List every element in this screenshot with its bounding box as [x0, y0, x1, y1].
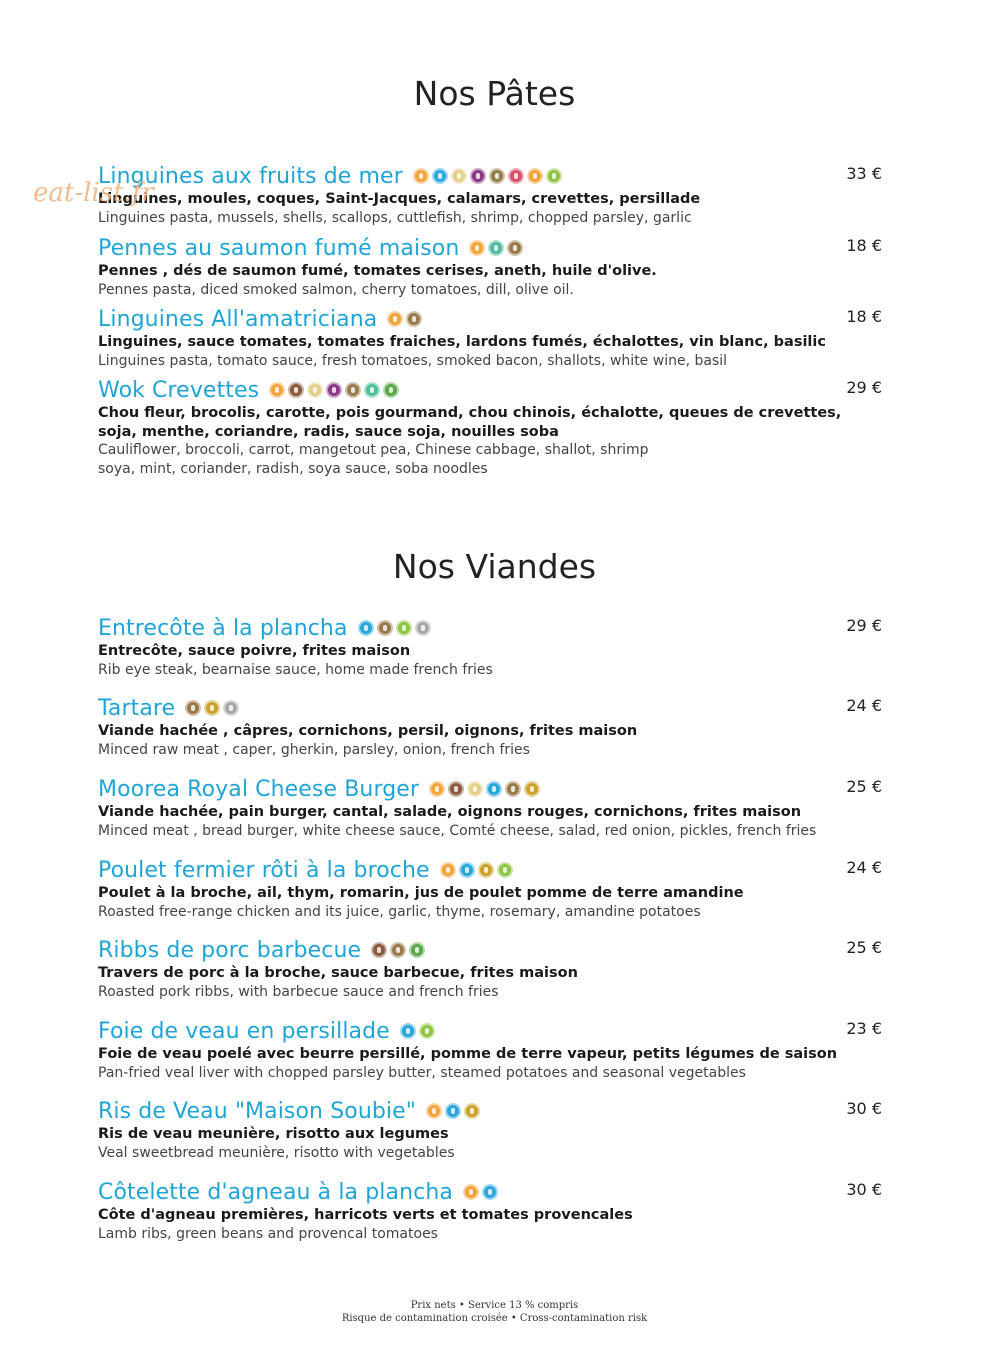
allergen-icon [185, 700, 201, 716]
dish-description-fr: Pennes , dés de saumon fumé, tomates cerises, aneth, huile d'olive. [98, 263, 657, 279]
dish-description-en: Rib eye steak, bearnaise sauce, home made french fries [98, 661, 493, 678]
dish [98, 775, 888, 840]
allergen-icon [469, 240, 485, 256]
dish-header [98, 376, 888, 404]
allergen-icon [463, 1184, 479, 1200]
allergen-icon [467, 781, 483, 797]
allergen-icons [358, 620, 431, 636]
allergen-icons [371, 942, 425, 958]
allergen-icons [387, 311, 422, 327]
allergen-icon [505, 781, 521, 797]
dish [98, 376, 888, 478]
dish-description-fr: Foie de veau poelé avec beurre persillé, pomme de terre vapeur, petits légumes de saison [98, 1046, 838, 1062]
dish-description-fr: Chou fleur, brocolis, carotte, pois gourmand, chou chinois, échalotte, queues de crevettes, [98, 405, 842, 421]
watermark: eat-list.fr [33, 178, 154, 208]
dish [98, 856, 888, 921]
dish-description-en: Pan-fried veal liver with chopped parsley butter, steamed potatoes and seasonal vegetables [98, 1064, 746, 1081]
dish-name: Poulet fermier rôti à la broche [98, 857, 430, 883]
dish-description-en: Veal sweetbread meunière, risotto with vegetables [98, 1144, 455, 1161]
dish-description-en: Lamb ribs, green beans and provencal tomatoes [98, 1225, 438, 1242]
allergen-icon [440, 862, 456, 878]
dish-price: 18 € [846, 307, 882, 326]
allergen-icon [371, 942, 387, 958]
dish-name: Pennes au saumon fumé maison [98, 235, 460, 261]
allergen-icon [345, 382, 361, 398]
dish-price: 24 € [846, 696, 882, 715]
allergen-icon [415, 620, 431, 636]
dish-price: 24 € [846, 858, 882, 877]
dish-price: 18 € [846, 236, 882, 255]
dish-description-fr: Ris de veau meunière, risotto aux legumes [98, 1126, 449, 1142]
dish-name: Moorea Royal Cheese Burger [98, 776, 420, 802]
dish-price: 30 € [846, 1099, 882, 1118]
dish-description-fr: Entrecôte, sauce poivre, frites maison [98, 643, 411, 659]
allergen-icons [426, 1103, 480, 1119]
allergen-icons [440, 862, 513, 878]
dish-header [98, 775, 888, 803]
allergen-icon [396, 620, 412, 636]
allergen-icon [406, 311, 422, 327]
dish-price: 29 € [846, 378, 882, 397]
allergen-icon [464, 1103, 480, 1119]
allergen-icon [364, 382, 380, 398]
allergen-icon [387, 311, 403, 327]
dish-description-en: Linguines pasta, tomato sauce, fresh tomatoes, smoked bacon, shallots, white wine, basil [98, 352, 728, 369]
allergen-icon [326, 382, 342, 398]
dish-name: Linguines All'amatriciana [98, 306, 378, 332]
allergen-icon [497, 862, 513, 878]
dish-description-fr: Côte d'agneau premières, harricots verts et tomates provencales [98, 1207, 633, 1223]
allergen-icon [383, 382, 399, 398]
allergen-icons [185, 700, 239, 716]
allergen-icon [204, 700, 220, 716]
dish-header [98, 1097, 888, 1125]
dish [98, 1017, 888, 1082]
dish-description-fr: Poulet à la broche, ail, thym, romarin, jus de poulet pomme de terre amandine [98, 885, 744, 901]
dish-price: 29 € [846, 616, 882, 635]
dish-description-fr: Linguines, sauce tomates, tomates fraiches, lardons fumés, échalottes, vin blanc, basilic [98, 334, 826, 350]
footer-line-allergens: Risque de contamination croisée • Cross-contamination risk [341, 1313, 648, 1324]
dish-name: Foie de veau en persillade [98, 1018, 390, 1044]
dish-header [98, 614, 888, 642]
allergen-icon [426, 1103, 442, 1119]
allergen-icon [527, 168, 543, 184]
section-title-viandes: Nos Viandes [392, 547, 597, 586]
dish [98, 162, 888, 227]
dish [98, 234, 888, 299]
dish-header [98, 305, 888, 333]
dish-description-en: Minced meat , bread burger, white cheese sauce, Comté cheese, salad, red onion, pickles, french fries [98, 822, 817, 839]
dish-price: 30 € [846, 1180, 882, 1199]
dish-name: Ribbs de porc barbecue [98, 937, 362, 963]
allergen-icon [489, 168, 505, 184]
dish-header [98, 1178, 888, 1206]
dish [98, 694, 888, 759]
allergen-icon [390, 942, 406, 958]
dish-description-en: soya, mint, coriander, radish, soya sauce, soba noodles [98, 460, 488, 477]
footer-line-prices: Prix nets • Service 13 % compris [410, 1300, 579, 1311]
dish-description-en: Minced raw meat , caper, gherkin, parsley, onion, french fries [98, 741, 530, 758]
dish-description-en: Pennes pasta, diced smoked salmon, cherry tomatoes, dill, olive oil. [98, 281, 574, 298]
allergen-icon [307, 382, 323, 398]
allergen-icons [469, 240, 523, 256]
allergen-icon [488, 240, 504, 256]
dish-description-en: Linguines pasta, mussels, shells, scallops, cuttlefish, shrimp, chopped parsley, garlic [98, 209, 692, 226]
allergen-icons [269, 382, 399, 398]
dish-price: 33 € [846, 164, 882, 183]
allergen-icon [448, 781, 464, 797]
allergen-icon [524, 781, 540, 797]
dish-name: Ris de Veau "Maison Soubie" [98, 1098, 416, 1124]
dish-header [98, 1017, 888, 1045]
allergen-icon [288, 382, 304, 398]
allergen-icon [269, 382, 285, 398]
dish-description-fr: Viande hachée, pain burger, cantal, salade, oignons rouges, cornichons, frites maison [98, 804, 802, 820]
allergen-icon [432, 168, 448, 184]
allergen-icon [482, 1184, 498, 1200]
dish-header [98, 936, 888, 964]
allergen-icon [508, 168, 524, 184]
allergen-icon [409, 942, 425, 958]
allergen-icon [445, 1103, 461, 1119]
dish [98, 936, 888, 1001]
allergen-icon [546, 168, 562, 184]
dish-price: 23 € [846, 1019, 882, 1038]
allergen-icon [507, 240, 523, 256]
dish-name: Côtelette d'agneau à la plancha [98, 1179, 453, 1205]
allergen-icon [429, 781, 445, 797]
dish-header [98, 856, 888, 884]
allergen-icon [478, 862, 494, 878]
dish [98, 1097, 888, 1162]
allergen-icon [223, 700, 239, 716]
dish-price: 25 € [846, 938, 882, 957]
allergen-icon [486, 781, 502, 797]
dish-description-fr: Viande hachée , câpres, cornichons, persil, oignons, frites maison [98, 723, 638, 739]
allergen-icon [400, 1023, 416, 1039]
dish-header [98, 234, 888, 262]
footer [0, 1299, 989, 1325]
dish-description-en: Roasted pork ribbs, with barbecue sauce and french fries [98, 983, 499, 1000]
allergen-icon [377, 620, 393, 636]
dish-name: Tartare [98, 695, 176, 721]
dish-header [98, 162, 888, 190]
allergen-icon [459, 862, 475, 878]
dish [98, 614, 888, 679]
dish-description-fr: soja, menthe, coriandre, radis, sauce soja, nouilles soba [98, 423, 559, 440]
allergen-icon [470, 168, 486, 184]
allergen-icon [358, 620, 374, 636]
allergen-icon [451, 168, 467, 184]
allergen-icons [400, 1023, 435, 1039]
section-title-pates: Nos Pâtes [413, 74, 576, 113]
dish-description-fr: Linguines, moules, coques, Saint-Jacques, calamars, crevettes, persillade [98, 191, 701, 207]
dish-description-fr: Travers de porc à la broche, sauce barbecue, frites maison [98, 965, 578, 981]
dish-name: Linguines aux fruits de mer [98, 163, 403, 189]
dish-name: Wok Crevettes [98, 377, 260, 403]
allergen-icons [463, 1184, 498, 1200]
dish-header [98, 694, 888, 722]
dish-name: Entrecôte à la plancha [98, 615, 348, 641]
dish-description-en: Cauliflower, broccoli, carrot, mangetout pea, Chinese cabbage, shallot, shrimp [98, 442, 649, 458]
dish-description-en: Roasted free-range chicken and its juice, garlic, thyme, rosemary, amandine potatoes [98, 903, 701, 920]
dish [98, 1178, 888, 1243]
allergen-icons [413, 168, 562, 184]
dish [98, 305, 888, 370]
allergen-icons [429, 781, 540, 797]
dish-price: 25 € [846, 777, 882, 796]
allergen-icon [419, 1023, 435, 1039]
allergen-icon [413, 168, 429, 184]
